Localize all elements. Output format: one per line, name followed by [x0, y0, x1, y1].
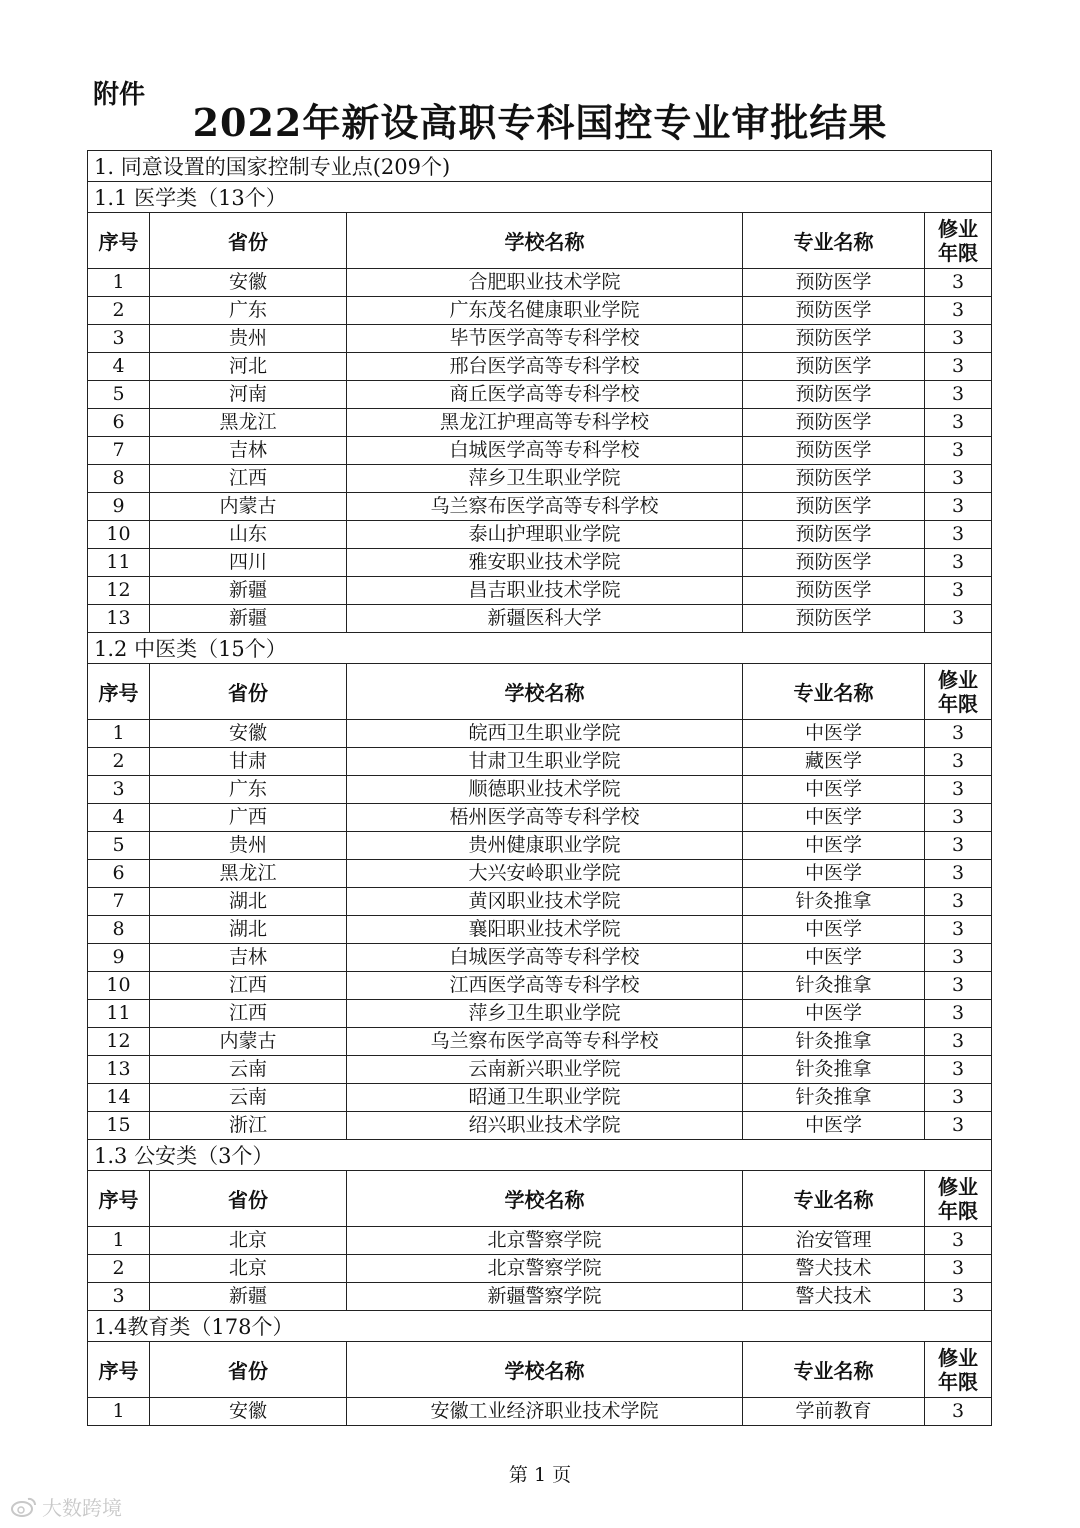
table-row	[88, 297, 992, 325]
cell-duration: 3	[925, 832, 992, 860]
cell-school: 毕节医学高等专科学校	[347, 325, 743, 353]
cell-duration: 3	[925, 1255, 992, 1283]
cell-province: 四川	[150, 549, 347, 577]
cell-seq: 5	[88, 832, 150, 860]
cell-seq: 2	[88, 1255, 150, 1283]
cell-major: 预防医学	[743, 549, 925, 577]
cell-province: 江西	[150, 1000, 347, 1028]
cell-seq: 6	[88, 860, 150, 888]
cell-province: 云南	[150, 1084, 347, 1112]
cell-province: 甘肃	[150, 748, 347, 776]
cell-major: 中医学	[743, 860, 925, 888]
cell-school: 皖西卫生职业学院	[347, 720, 743, 748]
header-duration-line2: 年限	[938, 1369, 979, 1394]
cell-school: 大兴安岭职业学院	[347, 860, 743, 888]
cell-duration: 3	[925, 297, 992, 325]
cell-seq: 7	[88, 437, 150, 465]
cell-province: 贵州	[150, 325, 347, 353]
cell-major: 预防医学	[743, 381, 925, 409]
cell-duration: 3	[925, 1283, 992, 1311]
cell-school: 安徽工业经济职业技术学院	[347, 1398, 743, 1426]
table-row	[88, 437, 992, 465]
cell-major: 预防医学	[743, 353, 925, 381]
cell-school: 新疆警察学院	[347, 1283, 743, 1311]
cell-province: 黑龙江	[150, 860, 347, 888]
table-row	[88, 521, 992, 549]
cell-school: 顺德职业技术学院	[347, 776, 743, 804]
cell-duration: 3	[925, 353, 992, 381]
table-row	[88, 381, 992, 409]
cell-school: 梧州医学高等专科学校	[347, 804, 743, 832]
cell-school: 江西医学高等专科学校	[347, 972, 743, 1000]
cell-school: 乌兰察布医学高等专科学校	[347, 1028, 743, 1056]
cell-duration: 3	[925, 944, 992, 972]
table-row	[88, 1084, 992, 1112]
cell-school: 商丘医学高等专科学校	[347, 381, 743, 409]
table-row	[88, 972, 992, 1000]
cell-duration: 3	[925, 860, 992, 888]
cell-school: 邢台医学高等专科学校	[347, 353, 743, 381]
table-row	[88, 1056, 992, 1084]
header-duration-line1: 修业	[938, 1345, 979, 1370]
attachment-label: 附件	[93, 80, 146, 110]
weibo-icon	[10, 1496, 38, 1518]
cell-seq: 1	[88, 269, 150, 297]
cell-seq: 12	[88, 1028, 150, 1056]
cell-school: 绍兴职业技术学院	[347, 1112, 743, 1140]
cell-duration: 3	[925, 577, 992, 605]
cell-seq: 1	[88, 1227, 150, 1255]
header-seq: 序号	[88, 664, 150, 720]
cell-province: 吉林	[150, 944, 347, 972]
header-duration-line2: 年限	[938, 691, 979, 716]
table-row	[88, 353, 992, 381]
section-row	[88, 633, 992, 664]
cell-major: 学前教育	[743, 1398, 925, 1426]
cell-major: 中医学	[743, 720, 925, 748]
section-title: 1.4教育类（178个）	[88, 1311, 992, 1342]
cell-major: 针灸推拿	[743, 888, 925, 916]
header-major: 专业名称	[743, 213, 925, 269]
table-row	[88, 409, 992, 437]
header-row	[88, 664, 992, 720]
cell-province: 湖北	[150, 888, 347, 916]
cell-province: 新疆	[150, 577, 347, 605]
header-province: 省份	[150, 1171, 347, 1227]
cell-major: 中医学	[743, 832, 925, 860]
cell-duration: 3	[925, 605, 992, 633]
table-row	[88, 577, 992, 605]
cell-school: 北京警察学院	[347, 1227, 743, 1255]
cell-province: 广东	[150, 776, 347, 804]
header-row	[88, 1342, 992, 1398]
cell-province: 安徽	[150, 269, 347, 297]
cell-province: 吉林	[150, 437, 347, 465]
cell-school: 雅安职业技术学院	[347, 549, 743, 577]
cell-major: 中医学	[743, 944, 925, 972]
cell-seq: 1	[88, 1398, 150, 1426]
cell-seq: 10	[88, 521, 150, 549]
table-row	[88, 1227, 992, 1255]
cell-duration: 3	[925, 804, 992, 832]
cell-major: 预防医学	[743, 409, 925, 437]
cell-province: 新疆	[150, 605, 347, 633]
table-row	[88, 549, 992, 577]
section-row	[88, 1140, 992, 1171]
cell-province: 北京	[150, 1227, 347, 1255]
table-row	[88, 804, 992, 832]
cell-school: 昭通卫生职业学院	[347, 1084, 743, 1112]
cell-major: 预防医学	[743, 297, 925, 325]
top-section-row	[88, 151, 992, 182]
cell-major: 针灸推拿	[743, 972, 925, 1000]
cell-province: 广东	[150, 297, 347, 325]
header-duration-line1: 修业	[938, 1174, 979, 1199]
watermark-text: 大数跨境	[42, 1496, 122, 1520]
cell-duration: 3	[925, 1056, 992, 1084]
header-school: 学校名称	[347, 1342, 743, 1398]
cell-major: 中医学	[743, 804, 925, 832]
cell-province: 江西	[150, 972, 347, 1000]
cell-major: 预防医学	[743, 437, 925, 465]
cell-major: 藏医学	[743, 748, 925, 776]
cell-duration: 3	[925, 776, 992, 804]
cell-duration: 3	[925, 1398, 992, 1426]
cell-major: 针灸推拿	[743, 1056, 925, 1084]
cell-duration: 3	[925, 1227, 992, 1255]
cell-seq: 7	[88, 888, 150, 916]
header-province: 省份	[150, 664, 347, 720]
cell-school: 黄冈职业技术学院	[347, 888, 743, 916]
cell-major: 针灸推拿	[743, 1028, 925, 1056]
cell-school: 萍乡卫生职业学院	[347, 465, 743, 493]
table-row	[88, 748, 992, 776]
cell-seq: 9	[88, 493, 150, 521]
table-row	[88, 832, 992, 860]
header-duration	[925, 1342, 992, 1398]
cell-school: 乌兰察布医学高等专科学校	[347, 493, 743, 521]
section-title: 1.3 公安类（3个）	[88, 1140, 992, 1171]
cell-major: 预防医学	[743, 521, 925, 549]
cell-seq: 8	[88, 916, 150, 944]
cell-school: 泰山护理职业学院	[347, 521, 743, 549]
cell-province: 贵州	[150, 832, 347, 860]
cell-province: 北京	[150, 1255, 347, 1283]
cell-duration: 3	[925, 1028, 992, 1056]
cell-province: 云南	[150, 1056, 347, 1084]
table-row	[88, 916, 992, 944]
cell-duration: 3	[925, 549, 992, 577]
cell-duration: 3	[925, 1000, 992, 1028]
watermark	[10, 1492, 122, 1521]
cell-province: 湖北	[150, 916, 347, 944]
header-school: 学校名称	[347, 213, 743, 269]
cell-seq: 2	[88, 297, 150, 325]
table-row	[88, 888, 992, 916]
cell-seq: 5	[88, 381, 150, 409]
cell-major: 警犬技术	[743, 1283, 925, 1311]
cell-duration: 3	[925, 409, 992, 437]
cell-province: 广西	[150, 804, 347, 832]
cell-major: 预防医学	[743, 269, 925, 297]
cell-major: 治安管理	[743, 1227, 925, 1255]
cell-province: 安徽	[150, 720, 347, 748]
cell-major: 预防医学	[743, 577, 925, 605]
section-title: 1.1 医学类（13个）	[88, 182, 992, 213]
header-seq: 序号	[88, 1342, 150, 1398]
cell-duration: 3	[925, 748, 992, 776]
header-major: 专业名称	[743, 1171, 925, 1227]
cell-school: 云南新兴职业学院	[347, 1056, 743, 1084]
table-row	[88, 944, 992, 972]
header-major: 专业名称	[743, 1342, 925, 1398]
cell-province: 安徽	[150, 1398, 347, 1426]
cell-seq: 4	[88, 353, 150, 381]
table-row	[88, 325, 992, 353]
section-row	[88, 1311, 992, 1342]
section-row	[88, 182, 992, 213]
cell-seq: 8	[88, 465, 150, 493]
table-row	[88, 1255, 992, 1283]
cell-major: 中医学	[743, 776, 925, 804]
table-row	[88, 720, 992, 748]
cell-duration: 3	[925, 1084, 992, 1112]
cell-duration: 3	[925, 437, 992, 465]
cell-major: 中医学	[743, 1112, 925, 1140]
cell-major: 预防医学	[743, 493, 925, 521]
cell-province: 黑龙江	[150, 409, 347, 437]
cell-seq: 6	[88, 409, 150, 437]
cell-school: 北京警察学院	[347, 1255, 743, 1283]
cell-seq: 2	[88, 748, 150, 776]
header-school: 学校名称	[347, 664, 743, 720]
header-school: 学校名称	[347, 1171, 743, 1227]
header-major: 专业名称	[743, 664, 925, 720]
section-title: 1.2 中医类（15个）	[88, 633, 992, 664]
cell-seq: 12	[88, 577, 150, 605]
cell-province: 内蒙古	[150, 1028, 347, 1056]
cell-seq: 9	[88, 944, 150, 972]
cell-school: 昌吉职业技术学院	[347, 577, 743, 605]
cell-duration: 3	[925, 720, 992, 748]
cell-seq: 14	[88, 1084, 150, 1112]
cell-major: 警犬技术	[743, 1255, 925, 1283]
cell-seq: 3	[88, 776, 150, 804]
header-duration	[925, 1171, 992, 1227]
document-title: 2022年新设高职专科国控专业审批结果	[192, 100, 888, 145]
cell-duration: 3	[925, 269, 992, 297]
table-row	[88, 776, 992, 804]
cell-major: 预防医学	[743, 465, 925, 493]
cell-seq: 4	[88, 804, 150, 832]
approval-table	[87, 150, 992, 1426]
table-row	[88, 1398, 992, 1426]
cell-province: 江西	[150, 465, 347, 493]
cell-duration: 3	[925, 325, 992, 353]
header-province: 省份	[150, 213, 347, 269]
cell-major: 针灸推拿	[743, 1084, 925, 1112]
cell-seq: 11	[88, 1000, 150, 1028]
header-seq: 序号	[88, 1171, 150, 1227]
header-row	[88, 213, 992, 269]
cell-seq: 15	[88, 1112, 150, 1140]
cell-duration: 3	[925, 521, 992, 549]
table-row	[88, 605, 992, 633]
header-duration-line1: 修业	[938, 667, 979, 692]
header-duration	[925, 213, 992, 269]
cell-school: 黑龙江护理高等专科学校	[347, 409, 743, 437]
cell-school: 白城医学高等专科学校	[347, 944, 743, 972]
cell-seq: 11	[88, 549, 150, 577]
cell-school: 广东茂名健康职业学院	[347, 297, 743, 325]
cell-seq: 1	[88, 720, 150, 748]
table-row	[88, 1000, 992, 1028]
header-duration-line1: 修业	[938, 216, 979, 241]
cell-seq: 13	[88, 605, 150, 633]
header-duration-line2: 年限	[938, 240, 979, 265]
cell-major: 预防医学	[743, 325, 925, 353]
page-number: 第 1 页	[508, 1464, 572, 1486]
table-row	[88, 1028, 992, 1056]
table-row	[88, 465, 992, 493]
cell-province: 浙江	[150, 1112, 347, 1140]
cell-school: 贵州健康职业学院	[347, 832, 743, 860]
cell-school: 甘肃卫生职业学院	[347, 748, 743, 776]
cell-major: 预防医学	[743, 605, 925, 633]
cell-duration: 3	[925, 493, 992, 521]
table-row	[88, 269, 992, 297]
cell-province: 内蒙古	[150, 493, 347, 521]
top-section-title: 1. 同意设置的国家控制专业点(209个)	[88, 151, 992, 182]
cell-school: 襄阳职业技术学院	[347, 916, 743, 944]
cell-province: 新疆	[150, 1283, 347, 1311]
cell-seq: 3	[88, 325, 150, 353]
cell-school: 白城医学高等专科学校	[347, 437, 743, 465]
cell-major: 中医学	[743, 916, 925, 944]
header-row	[88, 1171, 992, 1227]
cell-seq: 3	[88, 1283, 150, 1311]
cell-duration: 3	[925, 381, 992, 409]
cell-duration: 3	[925, 888, 992, 916]
cell-duration: 3	[925, 1112, 992, 1140]
cell-school: 新疆医科大学	[347, 605, 743, 633]
cell-duration: 3	[925, 916, 992, 944]
cell-seq: 13	[88, 1056, 150, 1084]
cell-province: 河北	[150, 353, 347, 381]
header-duration	[925, 664, 992, 720]
cell-duration: 3	[925, 972, 992, 1000]
table-row	[88, 1283, 992, 1311]
table-row	[88, 1112, 992, 1140]
cell-school: 萍乡卫生职业学院	[347, 1000, 743, 1028]
header-duration-line2: 年限	[938, 1198, 979, 1223]
cell-province: 河南	[150, 381, 347, 409]
header-province: 省份	[150, 1342, 347, 1398]
header-seq: 序号	[88, 213, 150, 269]
cell-duration: 3	[925, 465, 992, 493]
table-row	[88, 860, 992, 888]
table-row	[88, 493, 992, 521]
cell-major: 中医学	[743, 1000, 925, 1028]
cell-seq: 10	[88, 972, 150, 1000]
cell-school: 合肥职业技术学院	[347, 269, 743, 297]
cell-province: 山东	[150, 521, 347, 549]
